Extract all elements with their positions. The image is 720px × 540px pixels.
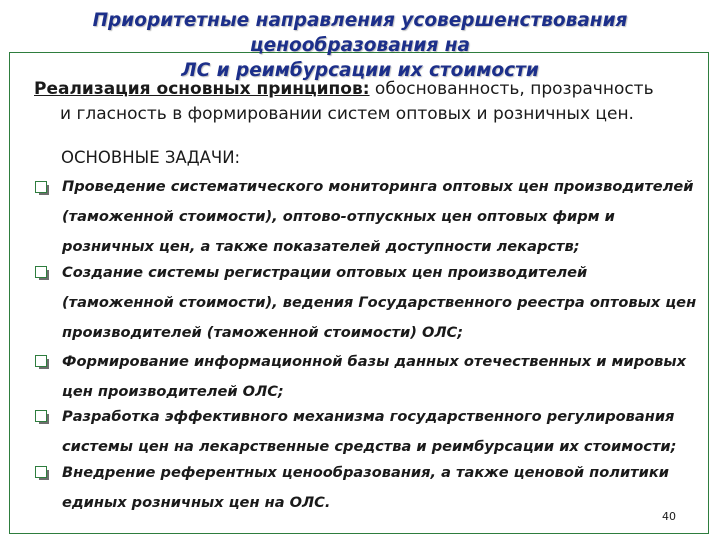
slide-title-line-2: ЛС и реимбурсации их стоимости bbox=[181, 60, 539, 81]
task-2-text bbox=[62, 258, 702, 348]
square-bullet-icon bbox=[35, 266, 47, 278]
task-2-line-1: Создание системы регистрации оптовых цен производителей bbox=[62, 264, 588, 281]
task-1-line-1: Проведение систематического мониторинга оптовых цен производителей bbox=[62, 178, 694, 195]
task-4-line-1: Разработка эффективного механизма государственного регулирования bbox=[62, 408, 675, 425]
task-1-line-3: розничных цен, а также показателей доступности лекарств; bbox=[62, 238, 580, 255]
square-bullet-icon bbox=[35, 355, 47, 367]
task-1-text bbox=[62, 172, 702, 262]
task-3-text bbox=[62, 347, 702, 407]
task-4-text bbox=[62, 402, 702, 462]
task-3-line-2: цен производителей ОЛС; bbox=[62, 383, 284, 400]
page-number: 40 bbox=[662, 510, 676, 523]
square-bullet-icon bbox=[35, 181, 47, 193]
slide-title-line-1: Приоритетные направления усовершенствования ценообразования на bbox=[92, 10, 628, 56]
task-5-line-2: единых розничных цен на ОЛС. bbox=[62, 494, 331, 511]
task-5-line-1: Внедрение референтных ценообразования, а также ценовой политики bbox=[62, 464, 670, 481]
square-bullet-icon bbox=[35, 466, 47, 478]
square-bullet-icon bbox=[35, 410, 47, 422]
task-2-line-2: (таможенной стоимости), ведения Государственного реестра оптовых цен bbox=[62, 294, 697, 311]
principles-text-line-1: обоснованность, прозрачность bbox=[369, 79, 654, 99]
principles-text-line-2: и гласность в формировании систем оптовых и розничных цен. bbox=[60, 104, 634, 124]
task-3-line-1: Формирование информационной базы данных отечественных и мировых bbox=[62, 353, 687, 370]
task-5-text bbox=[62, 458, 702, 518]
task-2-line-3: производителей (таможенной стоимости) ОЛС; bbox=[62, 324, 464, 341]
task-4-line-2: системы цен на лекарственные средства и реимбурсации их стоимости; bbox=[62, 438, 677, 455]
principles-lead: Реализация основных принципов: bbox=[34, 79, 370, 99]
task-1-line-2: (таможенной стоимости), оптово-отпускных цен оптовых фирм и bbox=[62, 208, 615, 225]
tasks-heading: ОСНОВНЫЕ ЗАДАЧИ: bbox=[61, 148, 241, 167]
